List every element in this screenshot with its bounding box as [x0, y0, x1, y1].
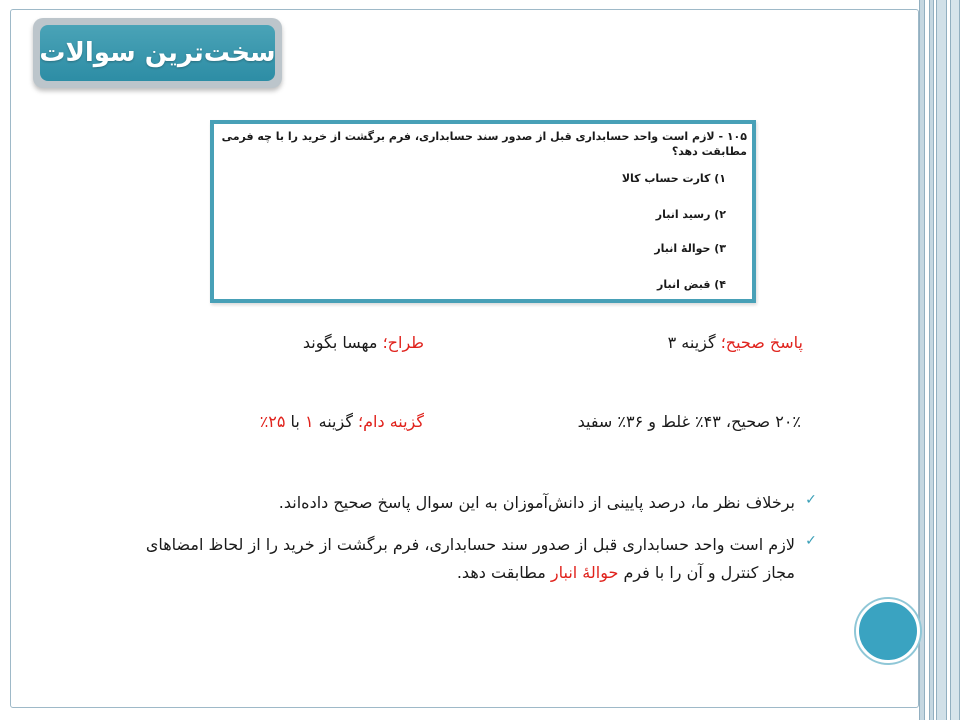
- question-option-2: ۲) رسید انبار: [655, 208, 726, 221]
- check-icon: ✓: [805, 533, 817, 549]
- trap-option: [260, 412, 424, 431]
- decorative-circle: [856, 599, 920, 663]
- stripe: [929, 0, 934, 720]
- stripe: [919, 0, 925, 720]
- trap-option-percent: ۲۵٪: [259, 412, 286, 431]
- designer-name: مهسا بگوند: [302, 333, 383, 352]
- trap-option-number: ۱: [304, 412, 314, 431]
- question-option-4: ۴) قبض انبار: [657, 278, 726, 291]
- slide-frame: [10, 9, 919, 708]
- stripe: [936, 0, 947, 720]
- bullet-text-after: مطابقت دهد.: [456, 563, 551, 582]
- question-option-3: ۳) حوالهٔ انبار: [654, 242, 726, 255]
- correct-answer-label: پاسخ صحیح؛: [720, 333, 803, 352]
- question-text: ۱۰۵ - لازم است واحد حسابداری قبل از صدور سند حسابداری، فرم برگشت از خرید را با چه فرمی مطابقت دهد؟: [221, 130, 747, 158]
- answer-stats: ۲۰٪ صحیح، ۴۳٪ غلط و ۳۶٪ سفید: [577, 412, 801, 431]
- title-banner: [40, 25, 275, 81]
- trap-option-prefix: گزینه: [313, 412, 359, 431]
- trap-option-label: گزینه دام؛: [358, 412, 424, 431]
- title-box: [33, 18, 282, 88]
- trap-option-mid: با: [285, 412, 305, 431]
- correct-answer-value: گزینه ۳: [667, 333, 721, 352]
- designer-label: طراح؛: [382, 333, 424, 352]
- correct-answer: [668, 333, 803, 352]
- check-icon: ✓: [805, 492, 817, 508]
- stripe: [950, 0, 960, 720]
- bullet-item-2: [119, 531, 819, 587]
- bullet-highlight: حوالهٔ انبار: [550, 563, 619, 582]
- decorative-stripes: [919, 0, 960, 720]
- bullet-text: برخلاف نظر ما، درصد پایینی از دانش‌آموزان به این سوال پاسخ صحیح داده‌اند.: [278, 493, 795, 512]
- bullet-item-1: [119, 489, 819, 517]
- designer: [303, 333, 424, 352]
- question-box: [210, 120, 756, 303]
- bullet-text-before: لازم است واحد حسابداری قبل از صدور سند حسابداری، فرم برگشت از خرید را از لحاظ امضاهای مجاز کنترل و آن را با فرم: [145, 535, 795, 582]
- slide-title: سخت‌ترین سوالات: [39, 38, 276, 68]
- bullet-text: [119, 531, 795, 587]
- question-option-1: ۱) کارت حساب کالا: [621, 172, 726, 185]
